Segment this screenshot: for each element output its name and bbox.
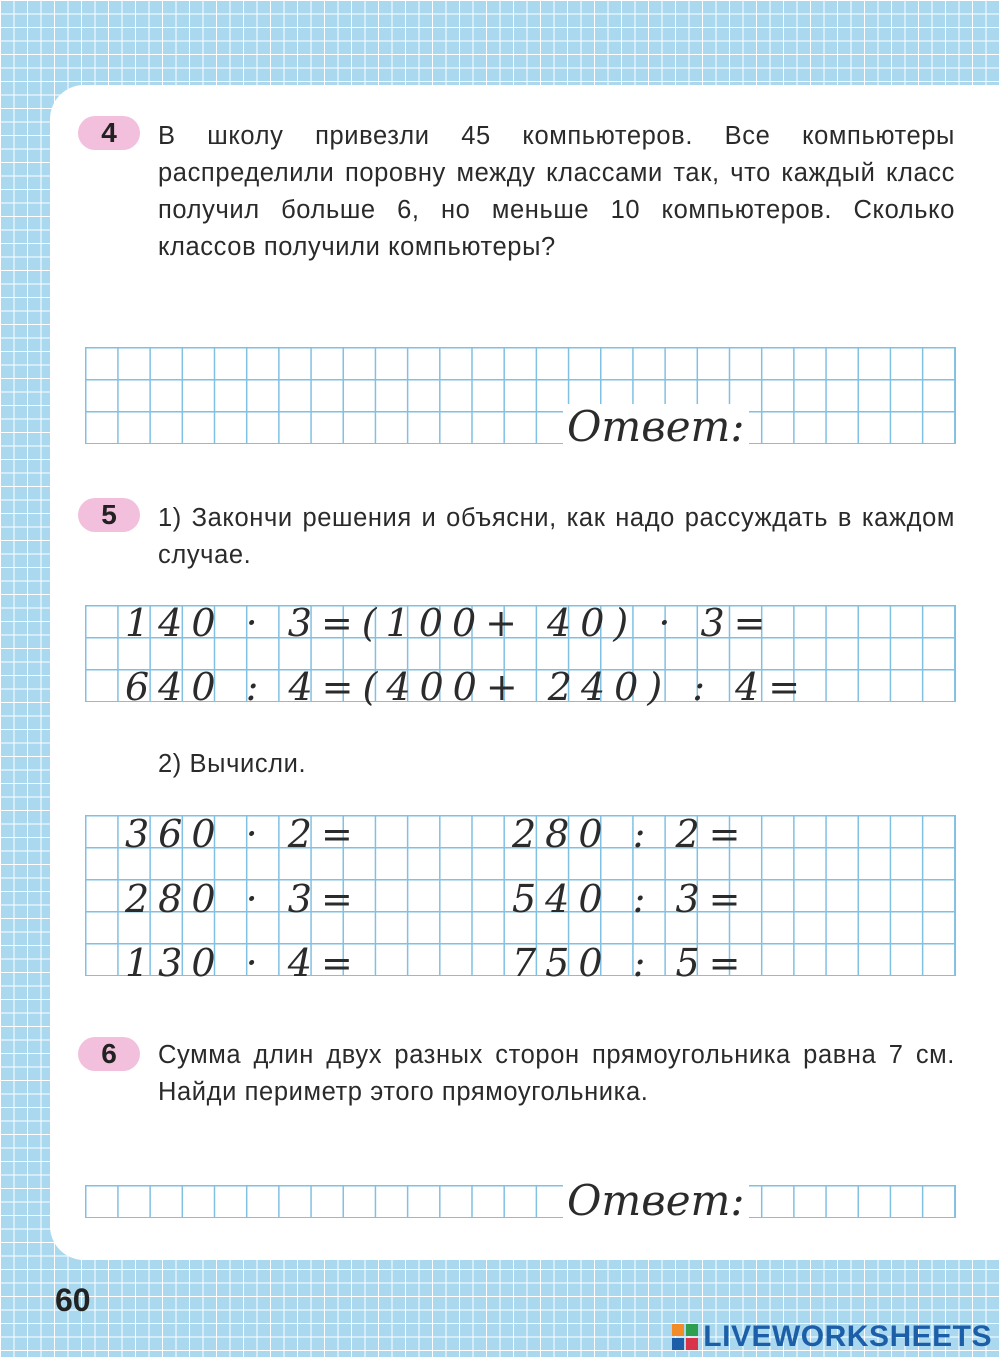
liveworksheets-icon: [672, 1324, 698, 1350]
task-5-line-1: 140 · 3=(100+ 40) · 3=: [125, 601, 775, 645]
task-4-text: В школу привезли 45 компьютеров. Все компьютеры распределили поровну между классами так, что каждый класс получил больше 6, но меньше 10 компьютеров. Сколько классов получили компьютеры?: [158, 122, 955, 261]
page-number: 60: [55, 1282, 91, 1318]
task-6-badge: 6: [78, 1037, 140, 1071]
calc-left-1: 360 · 2=: [125, 812, 362, 856]
calc-left-3: 130 · 4=: [125, 941, 362, 985]
task-5-part1-text: 1) Закончи решения и объясни, как надо рассуждать в каждом случае.: [158, 504, 955, 569]
calc-right-3: 750 : 5=: [512, 941, 750, 985]
task-5-line-2: 640 : 4=(400+ 240) : 4=: [125, 665, 810, 709]
calc-left-2: 280 · 3=: [125, 877, 362, 921]
task-5-badge: 5: [78, 498, 140, 532]
brand-name: LIVEWORKSHEETS: [703, 1320, 992, 1353]
task-4-answer-grid[interactable]: [85, 347, 956, 444]
task-4-answer-label: Ответ:: [563, 404, 749, 450]
brand-logo: [672, 1320, 992, 1354]
task-5-part2-text: 2) Вычисли.: [158, 750, 307, 778]
calc-right-1: 280 : 2=: [512, 812, 750, 856]
task-6-answer-label: Ответ:: [563, 1178, 749, 1224]
calc-right-2: 540 : 3=: [512, 877, 750, 921]
task-6-text: Сумма длин двух разных сторон прямоугольника равна 7 см. Найди периметр этого прямоугольника.: [158, 1041, 955, 1106]
task-4-badge: 4: [78, 116, 140, 150]
task-6-answer-grid[interactable]: [85, 1185, 956, 1218]
